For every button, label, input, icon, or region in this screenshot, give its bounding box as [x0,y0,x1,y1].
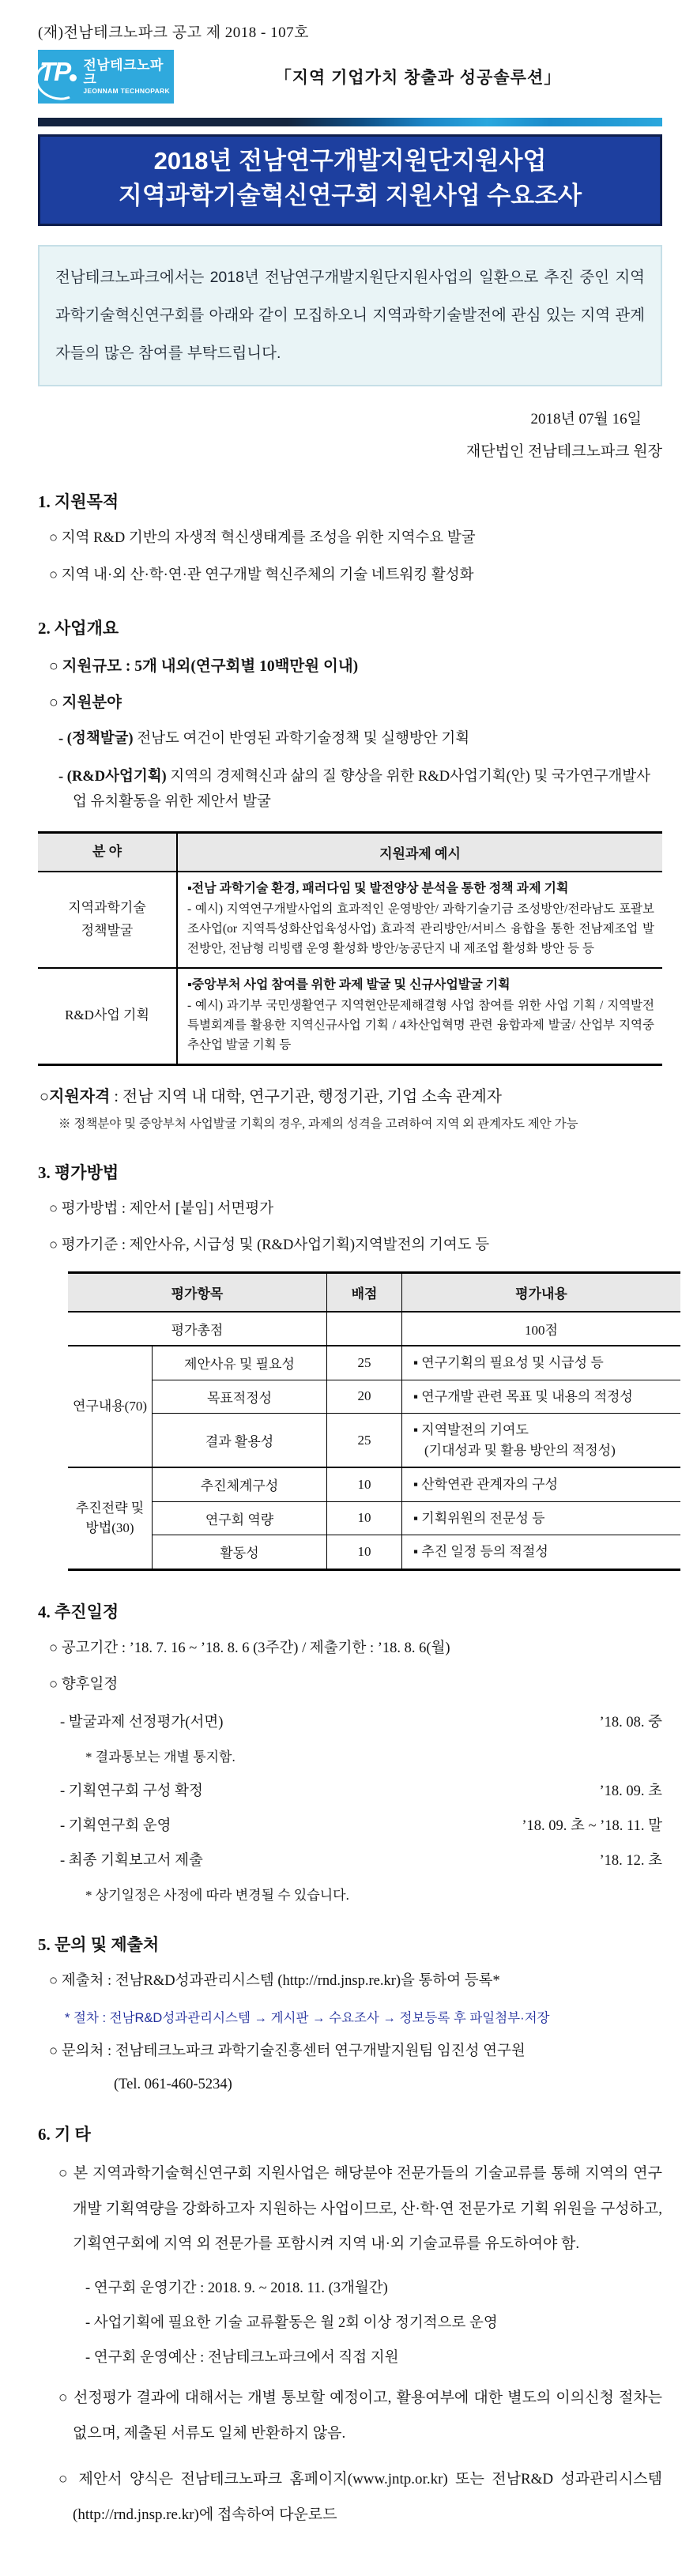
section3-title: 3. 평가방법 [38,1162,119,1182]
section1-title: 1. 지원목적 [38,492,119,512]
total-row [68,1312,680,1346]
item-cell: 제안사유 및 필요성 [153,1346,327,1380]
qualification-label: ○지원자격 [40,1087,111,1105]
field-policy-tag: - (정책발굴) [58,730,134,747]
evaluation-method: ○ 평가방법 : 제안서 [붙임] 서면평가 [49,1200,274,1217]
schedule-date: ’18. 08. 중 [599,1714,662,1731]
score-cell: 10 [327,1501,402,1535]
qualification-line [40,1083,662,1106]
misc-paragraph-1: ○ 본 지역과학기술혁신연구회 지원사업은 해당분야 전문가들의 기술교류를 통해 지역의 연구개발 기획역량을 강화하고자 지원하는 사업이므로, 산·학·연 전문가로 기획 위원을 구성하고, 기획연구회에 지역 외 전문가를 포함시켜 지역 내·외 기술교류를 유도하여야 함. [58,2165,662,2253]
group-strategy: 추진전략 및 방법(30) [68,1467,153,1569]
table-row [68,1501,680,1535]
field-policy [38,726,662,751]
schedule-change-note: * 상기일정은 사정에 따라 변경될 수 있습니다. [85,1887,349,1903]
field-rnd-text: 지역의 경제혁신과 삶의 질 향상을 위한 R&D사업기획(안) 및 국가연구개발사업 유치활동을 위한 제안서 발굴 [73,769,651,811]
column-header-example: 지원과제 예시 [177,832,662,871]
future-schedule-label: ○ 향후일정 [49,1677,119,1693]
support-scale: ○ 지원규모 : 5개 내외(연구회별 10백만원 이내) [49,657,359,675]
field-rnd-tag: - (R&D사업기획) [58,769,167,785]
field-rnd [38,764,662,815]
tp-logo-icon [38,58,77,95]
content-cell: ▪ 산학연관 관계자의 구성 [402,1467,681,1501]
group-research-content: 연구내용(70) [68,1346,153,1467]
item-cell: 연구회 역량 [153,1501,327,1535]
announcement-period: ○ 공고기간 : ’18. 7. 16 ~ ’18. 8. 6 (3주간) / 제출기한 : ’18. 8. 6(월) [49,1640,450,1656]
content-cell: ▪ 추진 일정 등의 적절성 [402,1535,681,1570]
item-cell: 결과 활용성 [153,1414,327,1468]
announcer-name: 재단법인 전남테크노파크 원장 [465,443,662,461]
submission-procedure: * 절차 : 전남R&D성과관리시스템 → 게시판 → 수요조사 → 정보등록 후 파일첨부·저장 [65,2010,550,2025]
intro-box [38,245,662,386]
schedule-row [38,1814,662,1835]
example-text: - 예시) 지역연구개발사업의 효과적인 운영방안/ 과학기술기금 조성방안/전라남도 포괄보조사업(or 지역특성화산업육성사업) 효과적 관리방안/서비스 융합을 통한 전남제조업 발전방안, 전남형 리빙랩 운영 활성화 방안/농공단지 내 제조업 활성화 방안 등 등 [187,902,654,955]
column-header-content: 평가내용 [402,1273,681,1312]
slogan: 「지역 기업가치 창출과 성공솔루션」 [274,69,562,87]
score-cell: 20 [327,1380,402,1414]
table-row [68,1380,680,1414]
qualification-text: : 전남 지역 내 대학, 연구기관, 행정기관, 기업 소속 관계자 [110,1087,502,1105]
title-line-2: 지역과학기술혁신연구회 지원사업 수요조사 [118,182,582,210]
header-row [38,50,662,104]
table-row [68,1414,680,1468]
field-cell [38,968,177,1064]
schedule-row [38,1779,662,1800]
item-cell: 활동성 [153,1535,327,1570]
schedule-label: - 기획연구회 운영 [60,1817,171,1834]
schedule-row [38,1711,662,1731]
score-cell: 25 [327,1346,402,1380]
example-bullet: ▪중앙부처 사업 참여를 위한 과제 발굴 및 신규사업발굴 기획 [187,977,511,992]
misc-sub-item: - 사업기획에 필요한 기술 교류활동은 월 2회 이상 정기적으로 운영 [85,2315,498,2332]
logo-korean-name: 전남테크노파크 [83,57,164,87]
misc-paragraph-2: ○ 선정평가 결과에 대해서는 개별 통보할 예정이고, 활용여부에 대한 별도의 이의신청 절차는 없으며, 제출된 서류도 일체 반환하지 않음. [58,2390,662,2442]
schedule-date: ’18. 09. 초 ~ ’18. 11. 말 [522,1817,662,1834]
logo-english-name: JEONNAM TECHNOPARK [83,87,170,96]
logo-names [83,58,174,96]
schedule-label: - 최종 기획보고서 제출 [60,1852,203,1869]
field-line: 정책발굴 [81,922,134,938]
title-line-1: 2018년 전남연구개발지원단지원사업 [153,147,547,175]
content-cell: ▪ 연구기획의 필요성 및 시급성 등 [413,1355,604,1370]
content-cell: ▪ 기획위원의 전문성 등 [402,1501,681,1535]
schedule-label: - 발굴과제 선정평가(서면) [60,1714,224,1731]
misc-paragraph-3: ○ 제안서 양식은 전남테크노파크 홈페이지(www.jntp.or.kr) 또는 전남R&D 성과관리시스템(http://rnd.jnsp.re.kr)에 접속하여 다운로드 [58,2471,662,2524]
total-content: 100점 [402,1312,681,1346]
table-header-row [68,1273,680,1312]
submission-line: ○ 제출처 : 전남R&D성과관리시스템 (http://rnd.jnsp.re.kr)을 통하여 등록* [49,1972,500,1989]
misc-sub-item: - 연구회 운영기간 : 2018. 9. ~ 2018. 11. (3개월간) [85,2280,388,2297]
schedule-note: * 결과통보는 개별 통지함. [85,1749,235,1764]
score-cell: 10 [327,1535,402,1570]
field-line: R&D사업 기획 [65,1007,149,1023]
field-cell [38,872,177,968]
contact-line: ○ 문의처 : 전남테크노파크 과학기술진흥센터 연구개발지원팀 임진성 연구원 [49,2043,526,2059]
section1-item: ○ 지역 R&D 기반의 자생적 혁신생태계를 조성을 위한 지역수요 발굴 [49,530,476,547]
misc-sub-item: - 연구회 운영예산 : 전남테크노파크에서 직접 지원 [85,2350,399,2367]
support-fields-label: ○ 지원분야 [49,694,122,711]
table-header-row [38,832,662,871]
content-cell: ▪ 연구개발 관련 목표 및 내용의 적정성 [402,1380,681,1414]
table-row [68,1535,680,1570]
example-cell [177,968,662,1064]
evaluation-criteria: ○ 평가기준 : 제안사유, 시급성 및 (R&D사업기획)지역발전의 기여도 등 [49,1237,490,1254]
section1-item: ○ 지역 내·외 산·학·연·관 연구개발 혁신주체의 기술 네트워킹 활성화 [49,567,474,583]
example-text: - 예시) 과기부 국민생활연구 지역현안문제해결형 사업 참여를 위한 사업 기획 / 지역발전특별회계를 활용한 지역신규사업 기획 / 4차산업혁명 관련 융합과제 발굴/ 산업부 지역중추산업 발굴 기획 등 [187,999,654,1052]
logo-tp-letters: TP [40,57,70,86]
contact-tel: (Tel. 061-460-5234) [114,2077,232,2093]
score-cell: 25 [327,1414,402,1468]
schedule-label: - 기획연구회 구성 확정 [60,1783,203,1799]
title-banner [38,134,662,226]
intro-text: 전남테크노파크에서는 2018년 전남연구개발지원단지원사업의 일환으로 추진 중인 지역과학기술혁신연구회를 아래와 같이 모집하오니 지역과학기술발전에 관심 있는 지역 관계자들의 많은 참여를 부탁드립니다. [55,269,645,362]
total-score [327,1312,402,1346]
total-label: 평가총점 [68,1312,327,1346]
schedule-row [38,1849,662,1870]
announcement-date: 2018년 07월 16일 [530,411,642,428]
example-bullet: ▪전남 과학기술 환경, 패러다임 및 발전양상 분석을 통한 정책 과제 기획 [187,881,569,895]
section2-title: 2. 사업개요 [38,618,119,638]
table-row [38,968,662,1064]
schedule-date: ’18. 09. 초 [599,1783,662,1799]
section4-title: 4. 추진일정 [38,1602,119,1621]
column-header-item: 평가항목 [68,1273,327,1312]
item-cell: 목표적정성 [153,1380,327,1414]
field-line: 지역과학기술 [68,899,146,915]
jeonnam-technopark-logo [38,50,174,104]
section6-title: 6. 기 타 [38,2125,91,2145]
notice-number: (재)전남테크노파크 공고 제 2018 - 107호 [38,24,309,41]
example-cell [177,872,662,968]
field-policy-text: 전남도 여건이 반영된 과학기술정책 및 실행방안 기획 [133,730,470,747]
support-task-table [38,831,662,1066]
table-row [68,1346,680,1380]
content-cell [402,1414,681,1468]
table-row [38,872,662,968]
content-line: ▪ 지역발전의 기여도 [413,1422,529,1437]
section5-title: 5. 문의 및 제출처 [38,1934,160,1954]
column-header-score: 배점 [327,1273,402,1312]
qualification-note: ※ 정책분야 및 중앙부처 사업발굴 기획의 경우, 과제의 성격을 고려하여 지역 외 관계자도 제안 가능 [58,1117,578,1131]
score-cell: 10 [327,1467,402,1501]
evaluation-table [68,1271,680,1571]
table-row [68,1467,680,1501]
column-header-field: 분 야 [38,832,177,871]
schedule-date: ’18. 12. 초 [599,1852,662,1869]
content-line: (기대성과 및 활용 방안의 적정성) [424,1442,616,1458]
divider-gradient-bar [38,118,662,126]
item-cell: 추진체계구성 [153,1467,327,1501]
